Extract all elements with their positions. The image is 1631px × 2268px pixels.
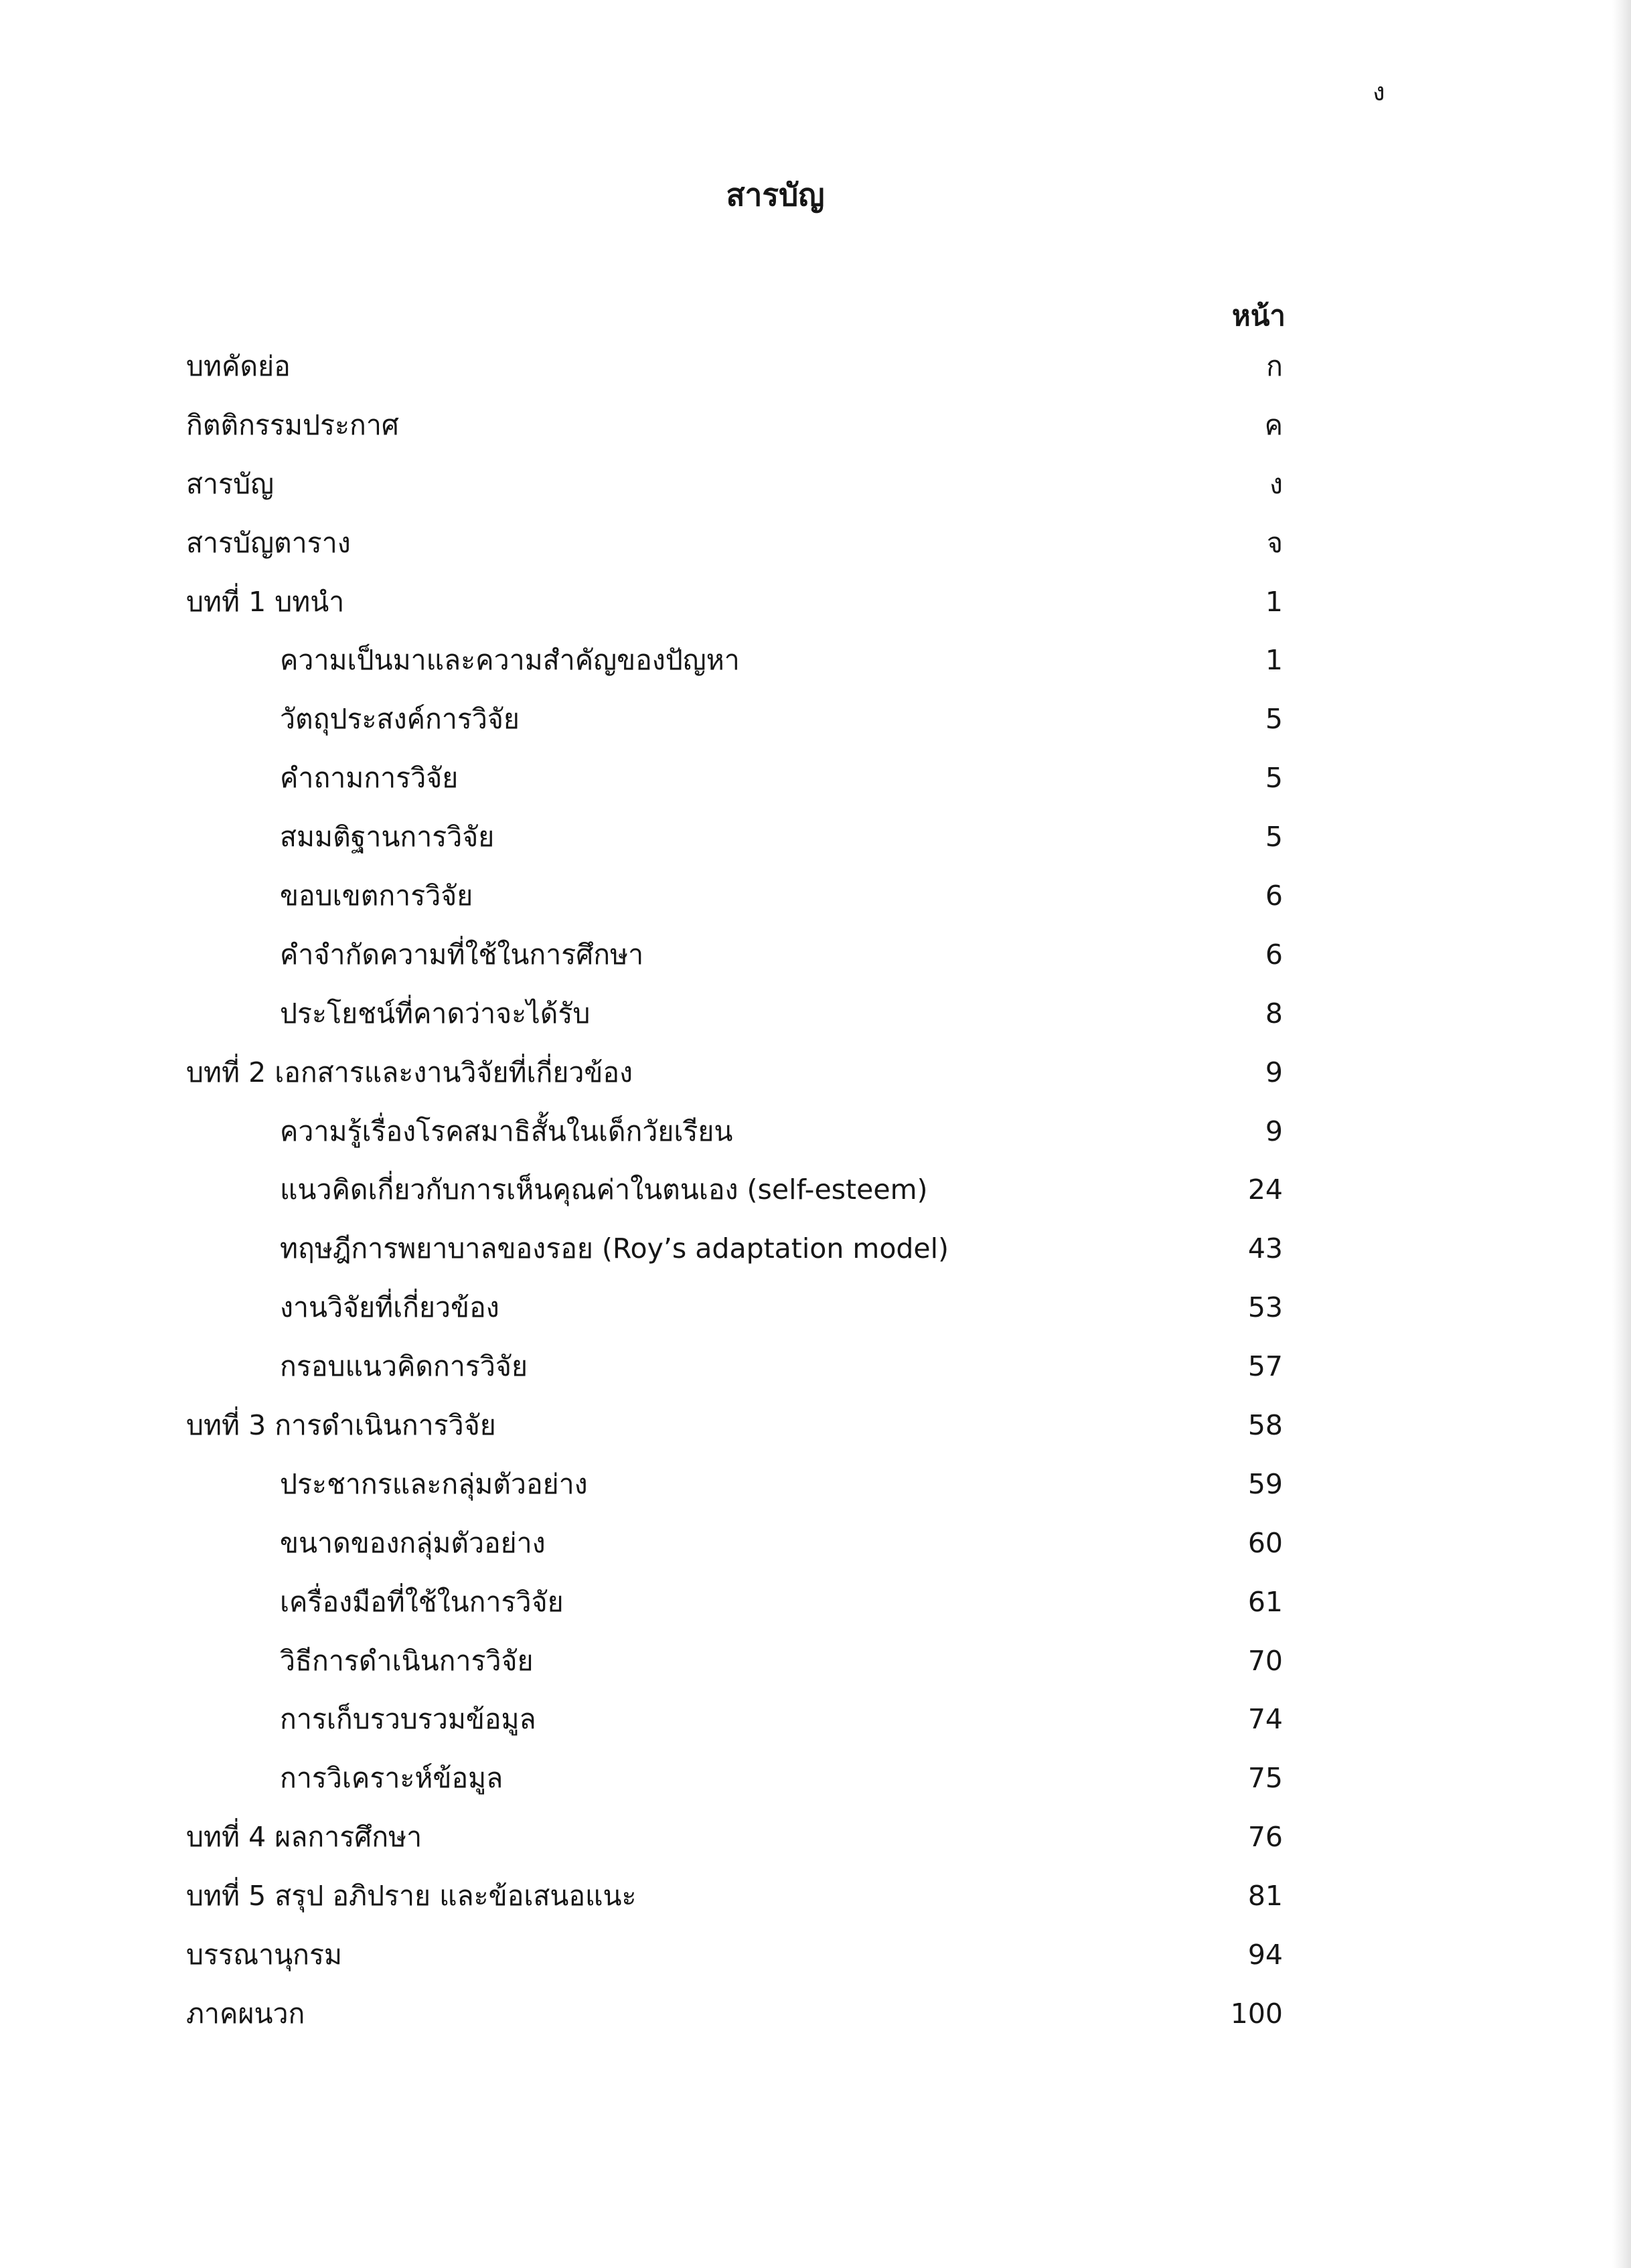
toc-subentry [0,931,1631,990]
toc-entry-label: บทที่ 4 ผลการศึกษา [186,1821,422,1854]
toc-subentry [0,754,1631,813]
toc-entry-page: 5 [1265,821,1283,854]
toc-entry-page: จ [1266,526,1283,559]
toc-subentry [0,1284,1631,1343]
toc-entry [0,519,1631,578]
toc-entry-label: ภาคผนวก [186,1997,305,2030]
toc-entry-page: 60 [1247,1526,1283,1559]
toc-entry-label: ประโยชน์ที่คาดว่าจะได้รับ [280,997,591,1030]
toc-entry [0,1931,1631,1990]
toc-entry-label: บทที่ 3 การดำเนินการวิจัย [186,1409,496,1442]
toc-subentry [0,1225,1631,1284]
toc-entry-page: 75 [1247,1762,1283,1795]
toc-entry-page: 57 [1247,1350,1283,1383]
toc-entry-page: 74 [1247,1703,1283,1736]
toc-entry [0,343,1631,402]
toc-subentry [0,1343,1631,1402]
page-number-marker: ง [1373,77,1385,106]
toc-entry-label: วัตถุประสงค์การวิจัย [280,703,520,736]
toc-subentry [0,696,1631,754]
toc-subentry [0,813,1631,872]
toc-list [0,343,1631,2049]
toc-entry [0,461,1631,519]
toc-entry-label: กิตติกรรมประกาศ [186,408,399,441]
toc-entry [0,402,1631,461]
toc-entry-page: 5 [1265,762,1283,795]
toc-subentry [0,990,1631,1049]
toc-entry-page: 8 [1265,997,1283,1030]
toc-entry-page: 1 [1265,644,1283,677]
toc-subentry [0,637,1631,696]
toc-entry-page: 58 [1247,1409,1283,1442]
toc-entry-label: สมมติฐานการวิจัย [280,821,495,854]
toc-entry [0,1049,1631,1108]
toc-entry-label: สารบัญตาราง [186,526,351,559]
toc-entry-page: 5 [1265,703,1283,736]
toc-entry-label: บทที่ 5 สรุป อภิปราย และข้อเสนอแนะ [186,1880,637,1913]
toc-subentry [0,1755,1631,1813]
toc-entry-label: การเก็บรวบรวมข้อมูล [280,1703,536,1736]
toc-entry-label: คำถามการวิจัย [280,762,459,795]
toc-entry-page: 81 [1247,1880,1283,1913]
toc-entry-label: ความรู้เรื่องโรคสมาธิสั้นในเด็กวัยเรียน [280,1115,733,1147]
toc-title: สารบัญ [726,177,825,213]
toc-entry-page: 9 [1265,1056,1283,1088]
toc-entry-label: ทฤษฎีการพยาบาลของรอย (Roy’s adaptation model) [280,1232,949,1265]
toc-entry-page: ก [1266,350,1283,382]
toc-entry-page: ค [1264,408,1283,441]
toc-entry-page: 70 [1247,1644,1283,1677]
toc-subentry [0,1637,1631,1696]
toc-subentry [0,1461,1631,1520]
toc-entry [0,1872,1631,1931]
toc-entry-label: บรรณานุกรม [186,1939,343,1971]
toc-entry-page: 6 [1265,880,1283,912]
toc-entry-label: แนวคิดเกี่ยวกับการเห็นคุณค่าในตนเอง (self-esteem) [280,1173,928,1206]
toc-entry-page: 1 [1265,585,1283,618]
toc-entry-label: บทที่ 2 เอกสารและงานวิจัยที่เกี่ยวข้อง [186,1056,633,1088]
toc-entry-page: 94 [1247,1939,1283,1971]
toc-entry-label: กรอบแนวคิดการวิจัย [280,1350,528,1383]
toc-entry-label: ขอบเขตการวิจัย [280,880,473,912]
page-column-header: หน้า [1232,299,1286,332]
toc-entry-page: 43 [1247,1232,1283,1265]
toc-subentry [0,1166,1631,1225]
toc-entry-label: วิธีการดำเนินการวิจัย [280,1644,534,1677]
toc-entry [0,1402,1631,1461]
toc-entry-label: ความเป็นมาและความสำคัญของปัญหา [280,644,740,677]
toc-entry [0,578,1631,637]
toc-entry-page: 53 [1247,1291,1283,1324]
toc-entry-label: บทที่ 1 บทนำ [186,585,345,618]
toc-entry-label: งานวิจัยที่เกี่ยวข้อง [280,1291,499,1324]
toc-entry-page: 59 [1247,1467,1283,1500]
toc-entry-page: 61 [1247,1585,1283,1618]
toc-entry-label: คำจำกัดความที่ใช้ในการศึกษา [280,938,644,971]
toc-entry-page: 9 [1265,1115,1283,1147]
toc-entry-label: ขนาดของกลุ่มตัวอย่าง [280,1526,546,1559]
toc-subentry [0,1108,1631,1167]
toc-subentry [0,1578,1631,1637]
toc-entry-label: สารบัญ [186,467,275,500]
toc-entry-page: 100 [1230,1997,1283,2030]
toc-entry-label: ประชากรและกลุ่มตัวอย่าง [280,1467,588,1500]
toc-entry-label: การวิเคราะห์ข้อมูล [280,1762,503,1795]
toc-subentry [0,1696,1631,1755]
toc-entry [0,1990,1631,2049]
toc-entry-label: บทคัดย่อ [186,350,291,382]
toc-entry [0,1813,1631,1872]
toc-entry-label: เครื่องมือที่ใช้ในการวิจัย [280,1585,564,1618]
toc-entry-page: ง [1269,467,1283,500]
toc-subentry [0,872,1631,931]
toc-entry-page: 6 [1265,938,1283,971]
toc-entry-page: 24 [1247,1173,1283,1206]
toc-entry-page: 76 [1247,1821,1283,1854]
toc-subentry [0,1520,1631,1578]
